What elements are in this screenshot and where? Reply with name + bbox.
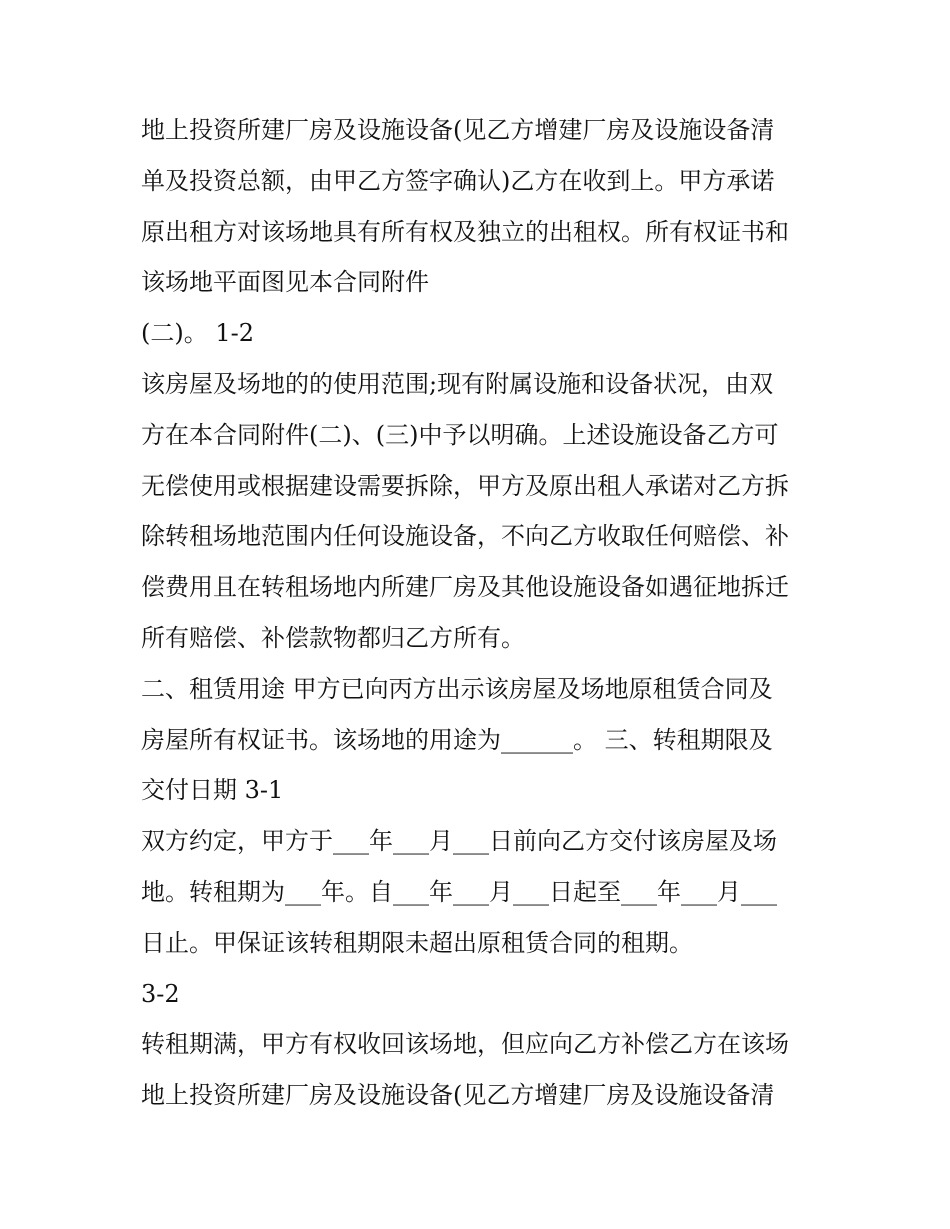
- text-line: 地。转租期为___年。自___年___月___日起至___年___月___: [141, 877, 777, 906]
- text-line: 该场地平面图见本合同附件: [141, 268, 429, 297]
- text-line: 地上投资所建厂房及设施设备(见乙方增建厂房及设施设备清: [141, 116, 775, 144]
- text-line: 所有赔偿、补偿款物都归乙方所有。: [141, 623, 525, 652]
- text-line: 房屋所有权证书。该场地的用途为______。 三、转租期限及: [141, 725, 773, 754]
- text-line: 单及投资总额，由甲乙方签字确认)乙方在收到上。甲方承诺: [141, 166, 775, 195]
- text-line: 除转租场地范围内任何设施设备，不向乙方收取任何赔偿、补: [141, 522, 789, 551]
- text-line: 交付日期 3-1: [141, 776, 284, 805]
- text-line: 方在本合同附件(二)、(三)中予以明确。上述设施设备乙方可: [141, 420, 779, 449]
- text-line: 地上投资所建厂房及设施设备(见乙方增建厂房及设施设备清: [141, 1081, 775, 1110]
- text-line: 日止。甲保证该转租期限未超出原租赁合同的租期。: [141, 928, 693, 957]
- text-line: 原出租方对该场地具有所有权及独立的出租权。所有权证书和: [141, 217, 789, 246]
- document-body: [141, 105, 831, 1121]
- text-line: 无偿使用或根据建设需要拆除，甲方及原出租人承诺对乙方拆: [141, 471, 789, 500]
- text-line: 二、租赁用途 甲方已向丙方出示该房屋及场地原租赁合同及: [141, 674, 773, 703]
- text-line: 转租期满，甲方有权收回该场地，但应向乙方补偿乙方在该场: [141, 1030, 789, 1059]
- text-line: 双方约定，甲方于___年___月___日前向乙方交付该房屋及场: [141, 827, 777, 856]
- text-line: (二)。 1-2: [141, 319, 255, 348]
- text-line: 偿费用且在转租场地内所建厂房及其他设施设备如遇征地拆迁: [141, 573, 789, 602]
- text-line: 该房屋及场地的的使用范围;现有附属设施和设备状况，由双: [141, 369, 774, 398]
- text-line: 3-2: [141, 979, 180, 1008]
